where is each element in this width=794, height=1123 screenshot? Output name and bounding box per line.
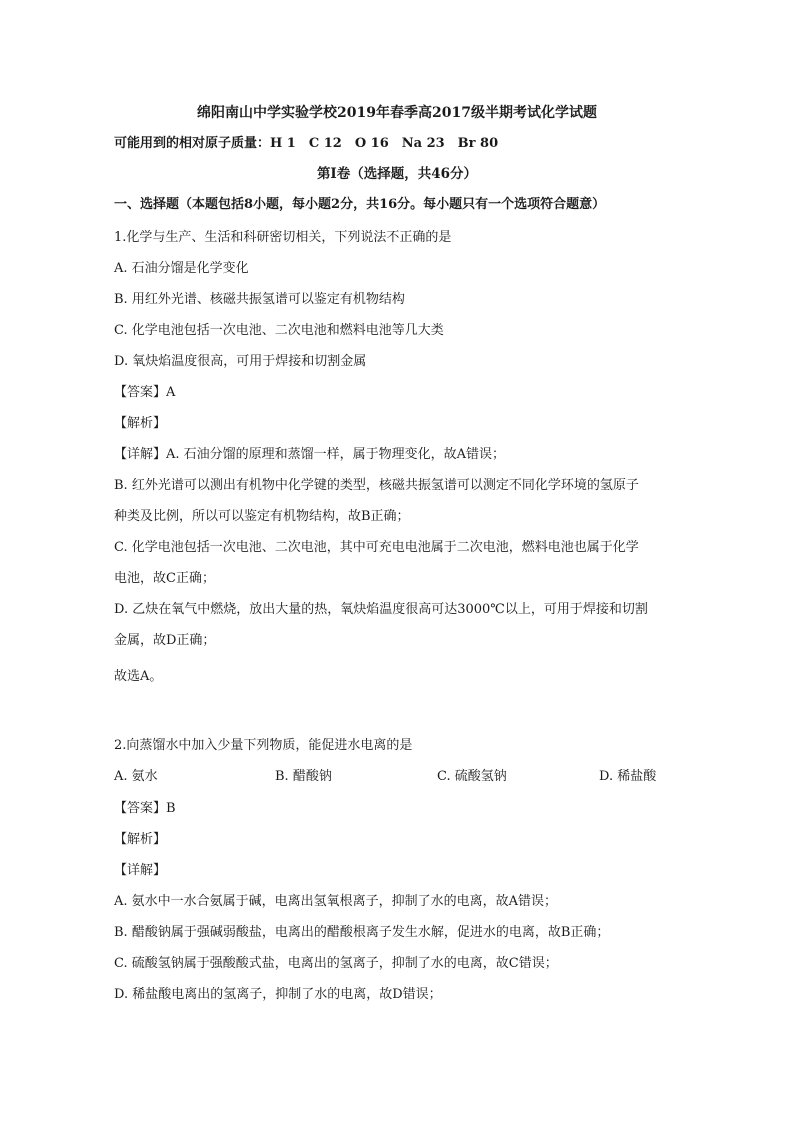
q1-stem: 1.化学与生产、生活和科研密切相关，下列说法不正确的是 [114,230,452,245]
q1-explanation-line: 金属，故D正确； [114,633,216,648]
q1-explanation-line: C. 化学电池包括一次电池、二次电池，其中可充电电池属于二次电池，燃料电池也属于化学 [114,540,639,555]
volume-heading: 第Ⅰ卷（选择题，共46分） [316,166,478,182]
q2-analysis-label: 【解析】 [114,832,167,847]
atomic-masses: 可能用到的相对原子质量：H 1 C 12 O 16 Na 23 Br 80 [114,136,499,151]
q1-conclusion: 故选A。 [114,669,163,684]
q1-analysis-label: 【解析】 [114,416,167,431]
q1-option-d: D. 氧炔焰温度很高，可用于焊接和切割金属 [114,354,367,369]
q2-stem: 2.向蒸馏水中加入少量下列物质，能促进水电离的是 [114,738,413,753]
q1-explanation-line: 电池，故C正确； [114,571,215,586]
q2-option-b: B. 醋酸钠 [275,769,332,784]
q2-answer: 【答案】B [114,801,176,816]
q1-option-a: A. 石油分馏是化学变化 [114,261,249,276]
q2-option-a: A. 氨水 [114,769,158,784]
section-heading: 一、选择题（本题包括8小题，每小题2分，共16分。每小题只有一个选项符合题意） [114,197,606,212]
q2-option-d: D. 稀盐酸 [599,769,657,784]
q1-option-b: B. 用红外光谱、核磁共振氢谱可以鉴定有机物结构 [114,292,405,307]
q1-explanation-line: 种类及比例，所以可以鉴定有机物结构，故B正确； [114,509,410,524]
q2-explanation-line: B. 醋酸钠属于强碱弱酸盐，电离出的醋酸根离子发生水解，促进水的电离，故B正确； [114,925,610,940]
q2-explanation-line: D. 稀盐酸电离出的氢离子，抑制了水的电离，故D错误； [114,987,442,1002]
q2-detail-label: 【详解】 [114,863,167,878]
q2-option-c: C. 硫酸氢钠 [437,769,507,784]
q1-option-c: C. 化学电池包括一次电池、二次电池和燃料电池等几大类 [114,323,444,338]
q1-answer: 【答案】A [114,385,176,400]
q2-explanation-line: C. 硫酸氢钠属于强酸酸式盐，电离出的氢离子，抑制了水的电离，故C错误； [114,956,558,971]
q2-explanation-line: A. 氨水中一水合氨属于碱，电离出氢氧根离子，抑制了水的电离，故A错误； [114,894,558,909]
q1-explanation-line: B. 红外光谱可以测出有机物中化学键的类型，核磁共振氢谱可以测定不同化学环境的氢原子 [114,478,639,493]
exam-title: 绵阳南山中学实验学校2019年春季高2017级半期考试化学试题 [197,105,597,121]
q1-explanation-line: D. 乙炔在氧气中燃烧，放出大量的热，氧炔焰温度很高可达3000℃以上，可用于焊接和切割 [114,602,648,617]
q1-explanation-line: 【详解】A. 石油分馏的原理和蒸馏一样，属于物理变化，故A错误； [114,447,506,462]
